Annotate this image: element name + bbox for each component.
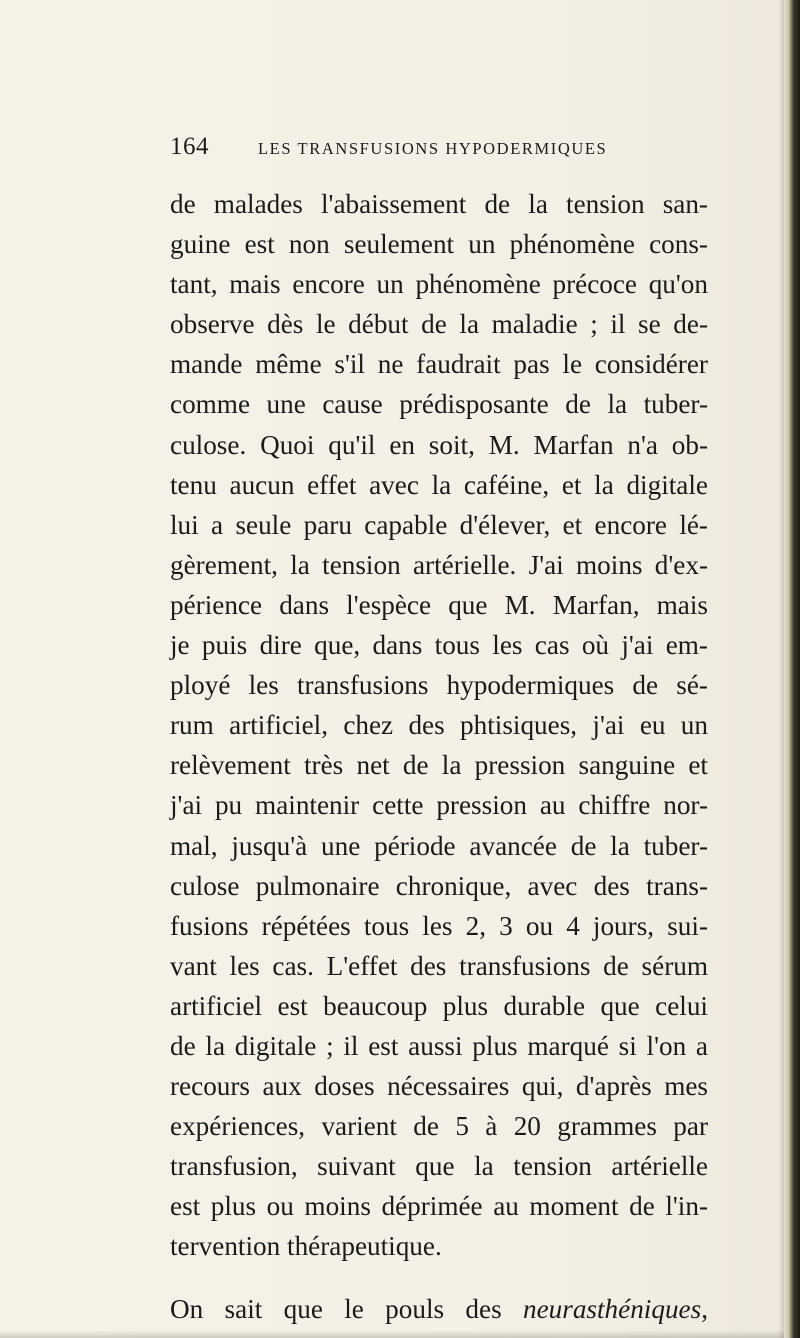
text-line: de malades l'abaissement de la tension san-: [170, 189, 708, 219]
text-line: périence dans l'espèce que M. Marfan, mais: [170, 589, 708, 620]
text-line: tenu aucun effet avec la caféine, et la digitale: [170, 469, 708, 500]
text-line: culose. Quoi qu'il en soit, M. Marfan n'a ob-: [170, 429, 708, 460]
page-number: 164: [170, 133, 209, 160]
text-line-paragraph-end: tervention thérapeutique.: [170, 1231, 442, 1262]
page-binding-edge: [784, 0, 800, 1338]
text-line: mande même s'il ne faudrait pas le considérer: [170, 349, 708, 380]
page-bottom-shadow: [0, 1330, 784, 1338]
text-line: j'ai pu maintenir cette pression au chiffre nor-: [170, 790, 708, 821]
text-line: recours aux doses nécessaires qui, d'après mes: [170, 1071, 708, 1102]
text-line: je puis dire que, dans tous les cas où j'ai em-: [170, 630, 708, 661]
text-line: comme une cause prédisposante de la tuber-: [170, 389, 708, 420]
page-header: [170, 133, 730, 163]
text-line: relèvement très net de la pression sanguine et: [170, 750, 708, 781]
trailing-punctuation: ,: [701, 1293, 708, 1324]
text-line: expériences, varient de 5 à 20 grammes par: [170, 1111, 708, 1142]
text-line: de la digitale ; il est aussi plus marqué si l'on a: [170, 1030, 708, 1061]
text-line: artificiel est beaucoup plus durable que celui: [170, 990, 708, 1021]
text-line: tant, mais encore un phénomène précoce qu'on: [170, 269, 708, 300]
text-line: culose pulmonaire chronique, avec des trans-: [170, 870, 708, 901]
text-line: rum artificiel, chez des phtisiques, j'ai eu un: [170, 710, 708, 741]
text-line: transfusion, suivant que la tension artérielle: [170, 1151, 708, 1182]
body-text: [170, 184, 708, 1329]
text-line: est plus ou moins déprimée au moment de l'in-: [170, 1191, 708, 1222]
text-line: vant les cas. L'effet des transfusions de sérum: [170, 950, 708, 981]
text-line: mal, jusqu'à une période avancée de la tuber-: [170, 830, 708, 861]
italic-term: neurasthéniques: [522, 1293, 702, 1324]
paragraph-gap: [170, 1267, 708, 1289]
text-line: gèrement, la tension artérielle. J'ai moins d'ex-: [170, 549, 708, 580]
text-line: observe dès le début de la maladie ; il se de-: [170, 309, 708, 340]
running-head: LES TRANSFUSIONS HYPODERMIQUES: [258, 139, 608, 158]
text-line: guine est non seulement un phénomène cons-: [170, 229, 708, 260]
text-line: lui a seule paru capable d'élever, et encore lé-: [170, 509, 708, 540]
text-line: ployé les transfusions hypodermiques de sé-: [170, 670, 708, 701]
paragraph-start-text: On sait que le pouls des: [170, 1293, 523, 1324]
text-line: fusions répétées tous les 2, 3 ou 4 jours, sui-: [170, 910, 708, 941]
text-line-new-paragraph: [170, 1289, 708, 1329]
